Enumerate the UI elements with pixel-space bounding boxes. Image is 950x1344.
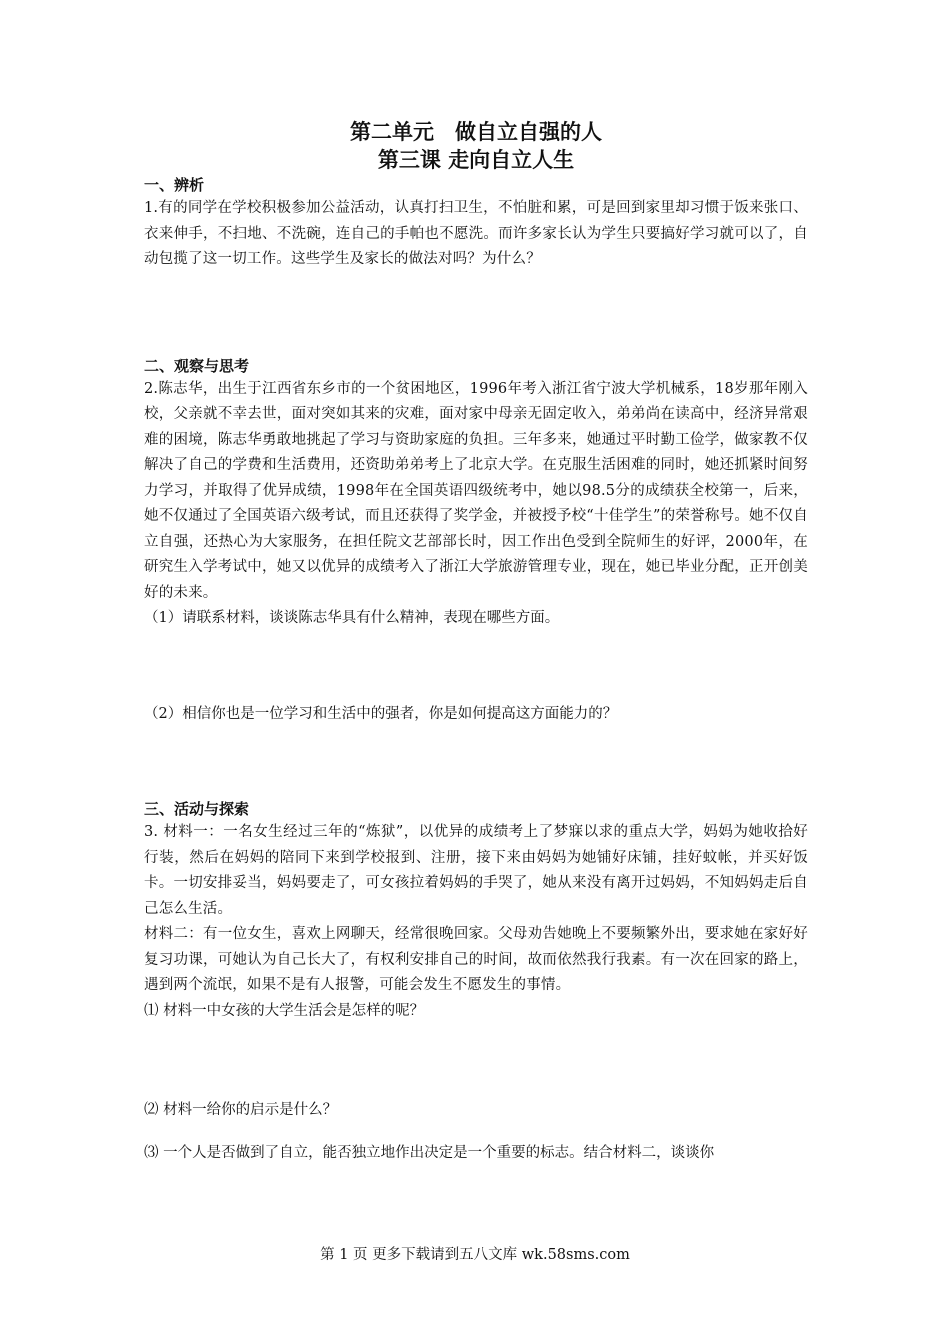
question-3-part-1: ⑴ 材料一中女孩的大学生活会是怎样的呢？ — [144, 1002, 425, 1019]
page-footer: 第 1 页 更多下载请到五八文库 wk.58sms.com — [320, 1247, 630, 1263]
question-3-part-2: ⑵ 材料一给你的启示是什么？ — [144, 1102, 338, 1118]
answer-space — [144, 1024, 808, 1098]
answer-space — [144, 1124, 808, 1141]
answer-space — [144, 273, 808, 355]
question-3-material-1: 3. 材料一：一名女生经过三年的“炼狱”，以优异的成绩考上了梦寐以求的重点大学，妈妈为她收拾好行装，然后在妈妈的陪同下来到学校报到、注册，接下来由妈妈为她铺好床铺，挂好蚊帐，并买好饭卡。一切安排妥当，妈妈要走了，可女孩拉着妈妈的手哭了，她从来没有离开过妈妈，不知妈妈走后自己怎么生活。 — [144, 824, 808, 917]
section-heading-activity: 三、活动与探索 — [144, 800, 250, 818]
question-2-part-2: （2）相信你也是一位学习和生活中的强者，你是如何提高这方面能力的？ — [144, 705, 618, 722]
document-page — [144, 118, 808, 1166]
section-heading-observe: 二、观察与思考 — [144, 356, 250, 375]
question-3-material-2: 材料二：有一位女生，喜欢上网聊天，经常很晚回家。父母劝告她晚上不要频繁外出，要求她在家好好复习功课，可她认为自己长大了，有权利安排自己的时间，故而依然我行我素。有一次在回家的路上，遇到两个流氓，如果不是有人报警，可能会发生不愿发生的事情。 — [144, 926, 808, 993]
unit-title: 第二单元 做自立自强的人 — [350, 120, 602, 144]
answer-space — [144, 727, 808, 798]
question-2-part-1: （1）请联系材料，谈谈陈志华具有什么精神，表现在哪些方面。 — [144, 610, 560, 626]
question-1: 1.有的同学在学校积极参加公益活动，认真打扫卫生，不怕脏和累，可是回到家里却习惯于饭来张口、衣来伸手，不扫地、不洗碗，连自己的手帕也不愿洗。而许多家长认为学生只要搞好学习就可以了，自动包揽了这一切工作。这些学生及家长的做法对吗？为什么？ — [144, 200, 808, 267]
lesson-title: 第三课 走向自立人生 — [377, 148, 575, 172]
question-2-material: 2.陈志华，出生于江西省东乡市的一个贫困地区，1996年考入浙江省宁波大学机械系，18岁那年刚入校，父亲就不幸去世，面对突如其来的灾难，面对家中母亲无固定收入，弟弟尚在读高中，经济异常艰难的困境，陈志华勇敢地挑起了学习与资助家庭的负担。三年多来，她通过平时勤工俭学，做家教不仅解决了自己的学费和生活费用，还资助弟弟考上了北京大学。在克服生活困难的同时，她还抓紧时间努力学习，并取得了优异成绩，1998年在全国英语四级统考中，她以98.5分的成绩获全校第一，后来，她不仅通过了全国英语六级考试，而且还获得了奖学金，并被授予校“十佳学生”的荣誉称号。她不仅自立自强，还热心为大家服务，在担任院文艺部部长时，因工作出色受到全院师生的好评，2000年，在研究生入学考试中，她又以优异的成绩考入了浙江大学旅游管理专业，现在，她已毕业分配，正开创美好的未来。 — [144, 380, 808, 601]
question-3-part-3: ⑶ 一个人是否做到了自立，能否独立地作出决定是一个重要的标志。结合材料二，谈谈你 — [144, 1144, 715, 1161]
section-heading-analysis: 一、辨析 — [144, 176, 205, 194]
answer-space — [144, 632, 808, 702]
